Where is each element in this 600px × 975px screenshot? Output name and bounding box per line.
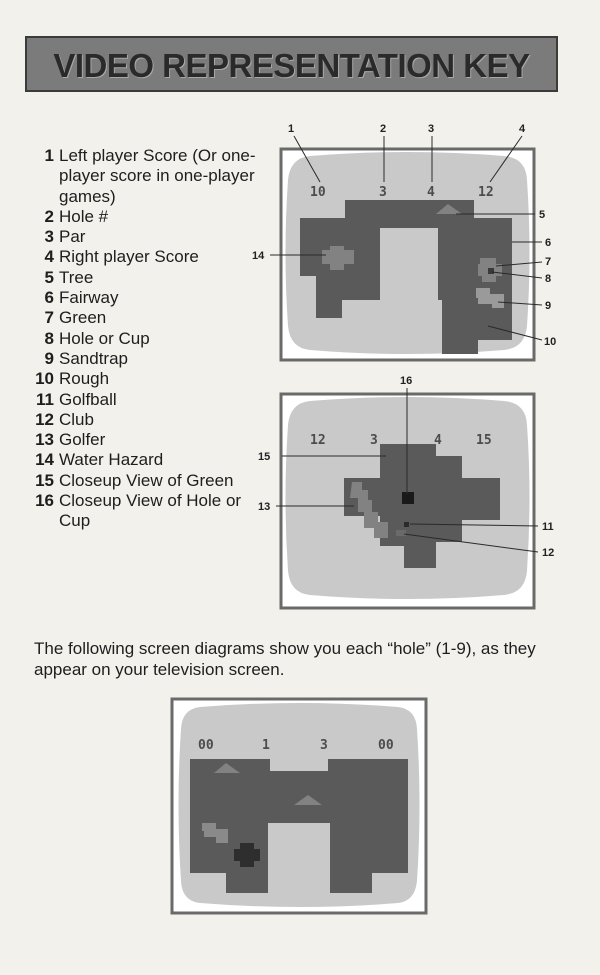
key-item bbox=[34, 430, 262, 450]
key-number: 8 bbox=[44, 328, 54, 348]
par-value: 3 bbox=[320, 738, 328, 753]
callout-number: 13 bbox=[258, 501, 271, 513]
key-number: 1 bbox=[44, 146, 54, 165]
hole-number: 3 bbox=[370, 433, 378, 448]
right-score: 12 bbox=[478, 185, 494, 200]
par-value: 4 bbox=[427, 185, 435, 200]
right-score: 00 bbox=[378, 738, 394, 753]
key-item bbox=[34, 308, 262, 328]
page-title: VIDEO REPRESENTATION KEY bbox=[53, 47, 530, 84]
key-number: 2 bbox=[44, 206, 54, 226]
intro-paragraph: The following screen diagrams show you each “hole” (1-9), as they appear on your television screen. bbox=[34, 639, 536, 679]
callout-number: 1 bbox=[288, 123, 295, 135]
callout-number: 10 bbox=[544, 336, 557, 348]
key-item bbox=[34, 268, 262, 288]
key-item bbox=[34, 410, 262, 430]
callout-number: 5 bbox=[539, 209, 546, 221]
title-banner bbox=[25, 36, 558, 92]
callout-number: 16 bbox=[400, 375, 413, 387]
key-number: 11 bbox=[36, 389, 54, 409]
golfball-icon bbox=[404, 522, 409, 527]
key-label: Green bbox=[59, 308, 107, 328]
key-item bbox=[34, 247, 262, 267]
callout-number: 8 bbox=[545, 273, 552, 285]
key-item bbox=[34, 390, 262, 410]
callout-number: 6 bbox=[545, 237, 552, 249]
left-score: 10 bbox=[310, 185, 326, 200]
key-label: Fairway bbox=[59, 288, 119, 308]
key-item bbox=[34, 471, 262, 491]
key-label: Left player Score (Or one-player score in one-player games) bbox=[59, 146, 256, 206]
left-score: 00 bbox=[198, 738, 214, 753]
callout-number: 14 bbox=[252, 250, 265, 262]
key-number: 4 bbox=[44, 247, 54, 267]
diagram-green-closeup bbox=[250, 372, 575, 614]
key-number: 10 bbox=[35, 369, 54, 389]
key-item bbox=[34, 146, 262, 207]
rough-gap bbox=[380, 228, 438, 353]
key-number: 15 bbox=[35, 470, 54, 490]
key-item bbox=[34, 349, 262, 369]
par-value: 4 bbox=[434, 433, 442, 448]
representation-key-list bbox=[34, 146, 262, 532]
key-label: Tree bbox=[59, 267, 94, 287]
key-number: 6 bbox=[44, 288, 54, 308]
key-label: Hole or Cup bbox=[59, 328, 150, 348]
key-item bbox=[34, 207, 262, 227]
closeup-cup-icon bbox=[402, 492, 414, 504]
key-number: 12 bbox=[35, 409, 54, 429]
rough-gap bbox=[268, 823, 330, 899]
key-item bbox=[34, 329, 262, 349]
callout-number: 3 bbox=[428, 123, 435, 135]
callout-number: 4 bbox=[519, 123, 526, 135]
key-item bbox=[34, 227, 262, 247]
key-number: 3 bbox=[44, 227, 54, 247]
callout-number: 7 bbox=[545, 256, 552, 268]
key-label: Sandtrap bbox=[59, 348, 128, 368]
key-label: Golfer bbox=[59, 430, 106, 450]
key-label: Closeup View of Hole or Cup bbox=[59, 491, 242, 531]
key-number: 9 bbox=[44, 348, 54, 368]
key-item bbox=[34, 450, 262, 470]
left-score: 12 bbox=[310, 433, 326, 448]
key-item bbox=[34, 491, 262, 532]
cup-icon bbox=[488, 268, 494, 274]
key-label: Closeup View of Green bbox=[59, 470, 234, 490]
key-label: Golfball bbox=[59, 389, 117, 409]
key-label: Club bbox=[59, 409, 94, 429]
callout-number: 2 bbox=[380, 123, 387, 135]
hole-number: 3 bbox=[379, 185, 387, 200]
hole-number: 1 bbox=[262, 738, 270, 753]
right-score: 15 bbox=[476, 433, 492, 448]
club-icon bbox=[396, 530, 406, 536]
callout-number: 15 bbox=[258, 451, 271, 463]
key-label: Right player Score bbox=[59, 247, 199, 267]
diagram-hole-overview bbox=[250, 118, 575, 370]
diagram-hole-1 bbox=[170, 697, 428, 915]
key-label: Par bbox=[59, 227, 86, 247]
key-number: 14 bbox=[35, 450, 54, 470]
key-number: 7 bbox=[44, 308, 54, 328]
callout-number: 12 bbox=[542, 547, 555, 559]
key-number: 16 bbox=[35, 491, 54, 511]
key-item bbox=[34, 369, 262, 389]
callout-number: 9 bbox=[545, 300, 552, 312]
key-item bbox=[34, 288, 262, 308]
key-number: 5 bbox=[44, 267, 54, 287]
key-label: Rough bbox=[59, 369, 110, 389]
callout-number: 11 bbox=[542, 521, 554, 533]
key-label: Hole # bbox=[59, 206, 109, 226]
key-label: Water Hazard bbox=[59, 450, 164, 470]
key-number: 13 bbox=[35, 430, 54, 450]
